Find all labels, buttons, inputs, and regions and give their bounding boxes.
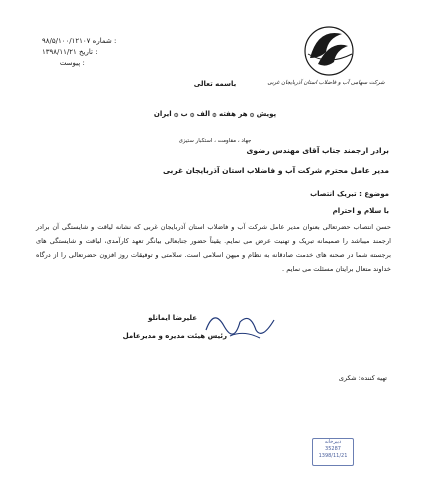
greeting: با سلام و احترام [332,207,389,215]
letter-meta [42,36,182,69]
number-label: شماره : [92,37,117,45]
date-label: تاریخ : [79,48,98,56]
letter-body: حسن انتصاب حضرتعالی بعنوان مدیر عامل شرکت آب و فاضلاب استان آذربایجان غربی که نشانه لیاقت و شایستگی آن برادر ارجمند میباشد را صمیمانه تبریک و تهنیت عرض می نمایم. یقیناً حضور جنابعالی بیانگر تعهد کارآمدی، لیاقت و شایستگی های برجسته شما در صحنه های خدمت صادقانه به نظام و میهن اسلامی است. سلامتی و توفیقات روز افزون حضرتعالی را از درگاه خداوند متعال برایتان مسئلت می نمایم . [36,223,391,273]
signer-name: علیرضا ایمانلو [148,314,197,322]
stamp-line3: 1398/11/21 [318,453,348,459]
number-row [42,36,182,47]
stamp-line1: دبیرخانه [324,439,342,445]
slogan: پویش ۞ هر هفته ۞ الف ۞ ب ۞ ایران [153,110,277,118]
date-row [42,47,182,58]
attachment-label: پیوست : [59,59,85,67]
signature-icon [200,300,280,350]
stamp-line2: 35287 [325,446,341,452]
subject: موضوع : تبریک انتصاب [310,190,389,198]
prepared-by: تهیه کننده: شکری [338,374,387,382]
bismillah: باسمه تعالی [193,80,237,88]
company-name: شرکت سهامی آب و فاضلاب استان آذربایجان غربی [267,80,385,86]
attachment-row [42,58,182,69]
jihad-slogan: جهاد ، مقاومت ، استکبار ستیزی [178,138,252,144]
date-value: ۱۳۹۸/۱۱/۲۱ [42,48,77,56]
addressee-line2: مدیر عامل محترم شرکت آب و فاضلاب استان آذربایجان غربی [162,166,389,175]
company-logo-icon [296,18,362,84]
registry-stamp [312,438,354,466]
signer-title: رئیس هیئت مدیره و مدیرعامل [122,332,227,340]
addressee-line1: برادر ارجمند جناب آقای مهندس رضوی [246,146,389,155]
number-value: ۹۸/۵/۱۰۰/۱۲۱۰۷ [42,37,91,45]
